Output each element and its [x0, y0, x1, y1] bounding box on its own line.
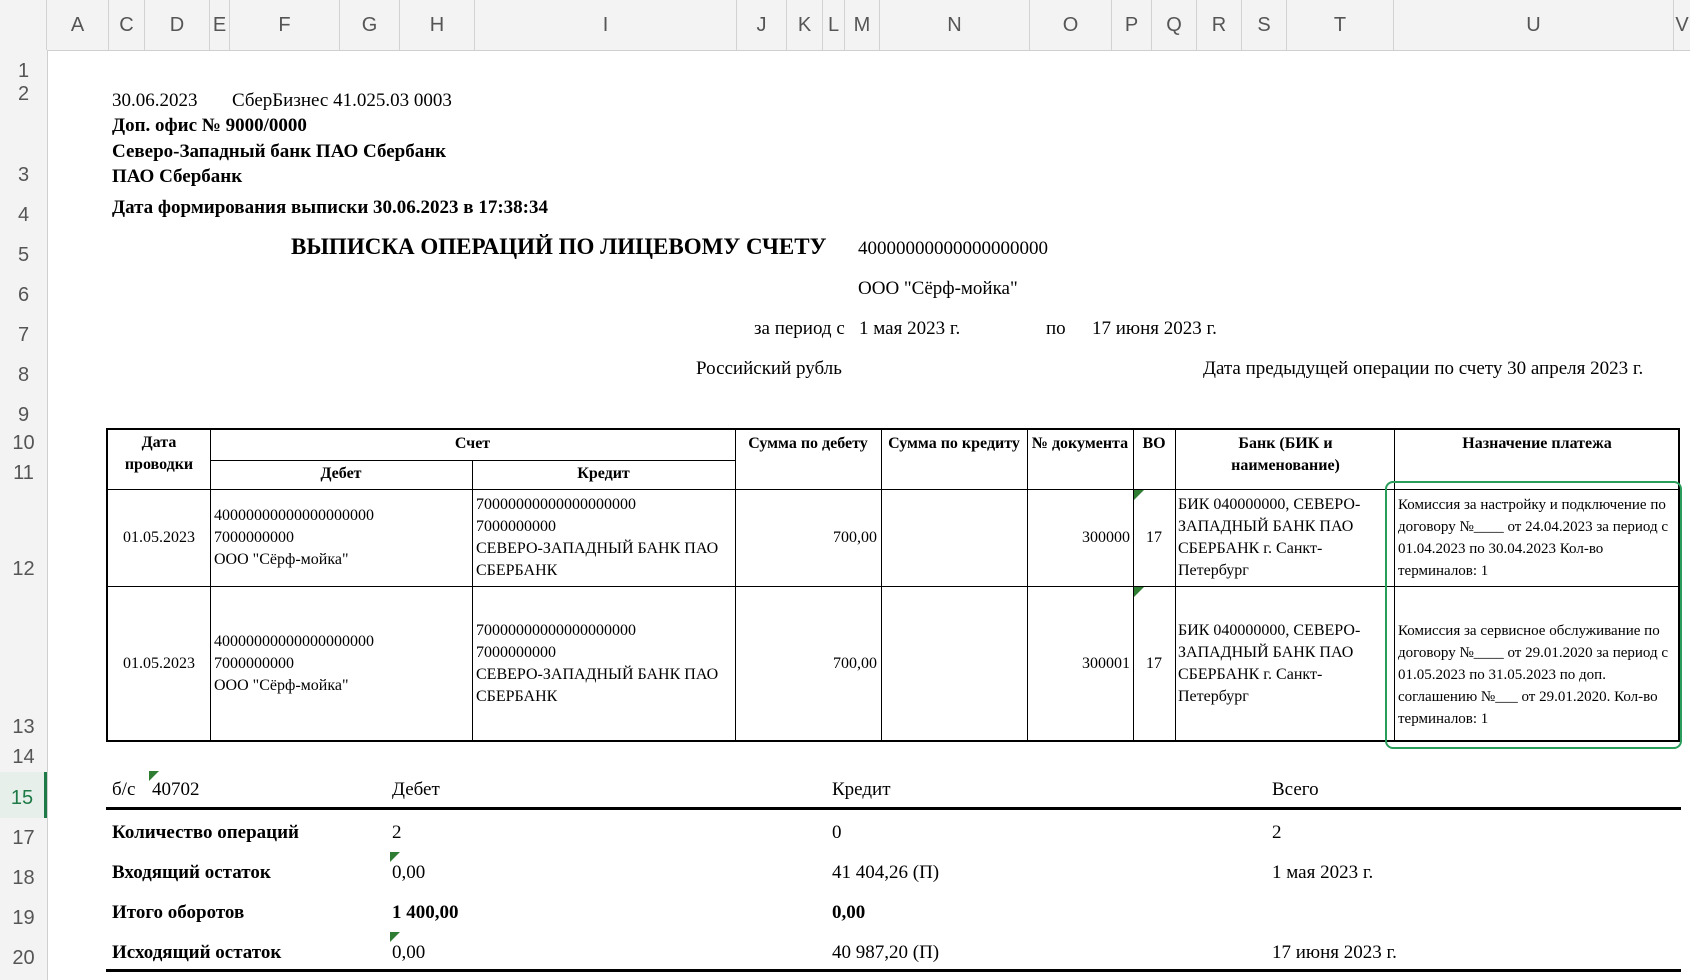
- column-header-s[interactable]: S: [1242, 0, 1287, 50]
- row1-purpose: Комиссия за настройку и подключение по договору №____ от 24.04.2023 за период с 01.04.2023 по 30.04.2023 Кол-во терминалов: 1: [1398, 497, 1669, 579]
- select-all-corner[interactable]: [0, 0, 47, 50]
- column-header-i[interactable]: I: [475, 0, 737, 50]
- row2-cell-note-indicator: [1134, 587, 1144, 597]
- closing-balance-date: 17 июня 2023 г.: [1272, 942, 1397, 963]
- closing-balance-credit: 40 987,20 (П): [832, 942, 940, 963]
- period-to: 17 июня 2023 г.: [1092, 318, 1217, 339]
- opening-balance-note-indicator: [390, 852, 400, 862]
- operations-count-total: 2: [1272, 822, 1282, 843]
- bank-name: ПАО Сбербанк: [112, 166, 243, 187]
- row1-bank: БИК 040000000, СЕВЕРО-ЗАПАДНЫЙ БАНК ПАО СБЕРБАНК г. Санкт-Петербург: [1178, 496, 1361, 579]
- closing-balance-note-indicator: [390, 932, 400, 942]
- bs-label: б/с: [112, 779, 136, 800]
- company-name: ООО "Сёрф-мойка": [858, 278, 1018, 299]
- column-header-l[interactable]: L: [823, 0, 845, 50]
- column-header-p[interactable]: P: [1112, 0, 1152, 50]
- row1-document-number: 300000: [1082, 529, 1130, 546]
- row2-debit-account: 40000000000000000000 7000000000 ООО "Сёрф-мойка": [214, 633, 374, 694]
- column-header-h[interactable]: H: [400, 0, 475, 50]
- closing-balance-debit: 0,00: [392, 942, 426, 963]
- column-header-e[interactable]: E: [210, 0, 230, 50]
- column-header-a[interactable]: A: [47, 0, 109, 50]
- turnover-credit: 0,00: [832, 902, 866, 923]
- row2-bank: БИК 040000000, СЕВЕРО-ЗАПАДНЫЙ БАНК ПАО СБЕРБАНК г. Санкт-Петербург: [1178, 622, 1361, 705]
- row-header-1[interactable]: 1: [17, 60, 30, 82]
- column-header-j[interactable]: J: [737, 0, 787, 50]
- spreadsheet-grid[interactable]: [48, 51, 1690, 980]
- summary-header-debit: Дебет: [392, 779, 440, 800]
- column-header-g[interactable]: G: [340, 0, 400, 50]
- column-header-k[interactable]: K: [787, 0, 823, 50]
- period-from-label: за период с: [754, 318, 845, 339]
- header-document-number: № документа: [1031, 435, 1129, 452]
- row1-vo: 17: [1146, 529, 1162, 546]
- turnover-label: Итого оборотов: [112, 902, 245, 923]
- operations-count-label: Количество операций: [112, 822, 300, 843]
- header-credit-account: Кредит: [577, 465, 630, 482]
- account-number: 40000000000000000000: [858, 238, 1048, 259]
- summary-bottom-rule: [106, 969, 1681, 972]
- row-header-8[interactable]: 8: [17, 364, 30, 386]
- statement-date: 30.06.2023: [112, 90, 198, 111]
- summary-header-rule: [106, 807, 1681, 810]
- opening-balance-label: Входящий остаток: [112, 862, 271, 883]
- header-account: Счет: [454, 435, 491, 452]
- column-header-f[interactable]: F: [230, 0, 340, 50]
- column-header-q[interactable]: Q: [1152, 0, 1197, 50]
- column-header-o[interactable]: O: [1030, 0, 1112, 50]
- turnover-debit: 1 400,00: [392, 902, 459, 923]
- bank-branch: Северо-Западный банк ПАО Сбербанк: [112, 141, 447, 162]
- column-header-r[interactable]: R: [1197, 0, 1242, 50]
- row-header-9[interactable]: 9: [17, 404, 30, 426]
- row2-document-number: 300001: [1082, 655, 1130, 672]
- row-header-2[interactable]: 2: [17, 83, 30, 105]
- row2-purpose: Комиссия за сервисное обслуживание по договору №____ от 29.01.2020 за период с 01.05.2023 по 31.05.2023 по доп. соглашению №___ от 29.01.2020. Кол-во терминалов: 1: [1398, 623, 1669, 727]
- summary-header-total: Всего: [1272, 779, 1319, 800]
- row1-debit-account: 40000000000000000000 7000000000 ООО "Сёрф-мойка": [214, 507, 374, 568]
- row-header-7[interactable]: 7: [17, 324, 30, 346]
- row1-date: 01.05.2023: [123, 529, 195, 546]
- period-from: 1 мая 2023 г.: [859, 318, 961, 339]
- opening-balance-date: 1 мая 2023 г.: [1272, 862, 1374, 883]
- row-header-15[interactable]: 15: [0, 772, 47, 818]
- row-header-14[interactable]: 14: [12, 746, 35, 768]
- header-debit-account: Дебет: [320, 465, 362, 482]
- currency: Российский рубль: [696, 358, 842, 379]
- row-header-5[interactable]: 5: [17, 244, 30, 266]
- row2-sum-debit: 700,00: [833, 655, 877, 672]
- summary-header-credit: Кредит: [832, 779, 891, 800]
- header-date: Дата проводки: [124, 434, 194, 473]
- operations-count-credit: 0: [832, 822, 842, 843]
- column-header-c[interactable]: C: [109, 0, 145, 50]
- row2-vo: 17: [1146, 655, 1162, 672]
- column-header-d[interactable]: D: [145, 0, 210, 50]
- row-header-3[interactable]: 3: [17, 164, 30, 186]
- header-sum-credit: Сумма по кредиту: [888, 435, 1020, 452]
- generation-date: Дата формирования выписки 30.06.2023 в 17:38:34: [112, 197, 548, 218]
- office-name: Доп. офис № 9000/0000: [112, 115, 307, 136]
- row2-credit-account: 70000000000000000000 7000000000 СЕВЕРО-ЗАПАДНЫЙ БАНК ПАО СБЕРБАНК: [476, 622, 719, 705]
- row-header-4[interactable]: 4: [17, 204, 30, 226]
- row-header-bar: [0, 50, 48, 980]
- row-header-12[interactable]: 12: [12, 558, 35, 580]
- row-header-19[interactable]: 19: [12, 907, 35, 929]
- column-header-t[interactable]: T: [1287, 0, 1394, 50]
- row2-date: 01.05.2023: [123, 655, 195, 672]
- period-to-label: по: [1046, 318, 1066, 339]
- row-header-11[interactable]: 11: [13, 462, 34, 484]
- bs-value: 40702: [152, 779, 200, 800]
- column-header-m[interactable]: M: [845, 0, 880, 50]
- header-bank: Банк (БИК и наименование): [1231, 435, 1340, 474]
- opening-balance-credit: 41 404,26 (П): [832, 862, 940, 883]
- row1-cell-note-indicator: [1134, 490, 1144, 500]
- column-header-n[interactable]: N: [880, 0, 1030, 50]
- row-header-17[interactable]: 17: [12, 827, 35, 849]
- column-header-bar: [0, 0, 1690, 51]
- column-header-u[interactable]: U: [1394, 0, 1674, 50]
- row-header-6[interactable]: 6: [17, 284, 30, 306]
- opening-balance-debit: 0,00: [392, 862, 426, 883]
- header-purpose: Назначение платежа: [1462, 435, 1612, 452]
- operations-count-debit: 2: [392, 822, 402, 843]
- closing-balance-label: Исходящий остаток: [112, 942, 282, 963]
- header-vo: ВО: [1142, 435, 1166, 452]
- statement-title: ВЫПИСКА ОПЕРАЦИЙ ПО ЛИЦЕВОМУ СЧЕТУ: [291, 234, 827, 259]
- row-header-18[interactable]: 18: [12, 867, 35, 889]
- previous-operation-date: Дата предыдущей операции по счету 30 апреля 2023 г.: [1203, 358, 1644, 379]
- row-header-13[interactable]: 13: [12, 716, 35, 738]
- row-header-20[interactable]: 20: [12, 947, 35, 969]
- row1-sum-debit: 700,00: [833, 529, 877, 546]
- row-header-10[interactable]: 10: [12, 432, 35, 454]
- column-header-v[interactable]: V: [1675, 14, 1689, 36]
- selected-range-highlight[interactable]: [1385, 481, 1682, 749]
- header-sum-debit: Сумма по дебету: [748, 435, 868, 452]
- system-version: СберБизнес 41.025.03 0003: [232, 90, 452, 111]
- row1-credit-account: 70000000000000000000 7000000000 СЕВЕРО-ЗАПАДНЫЙ БАНК ПАО СБЕРБАНК: [476, 496, 719, 579]
